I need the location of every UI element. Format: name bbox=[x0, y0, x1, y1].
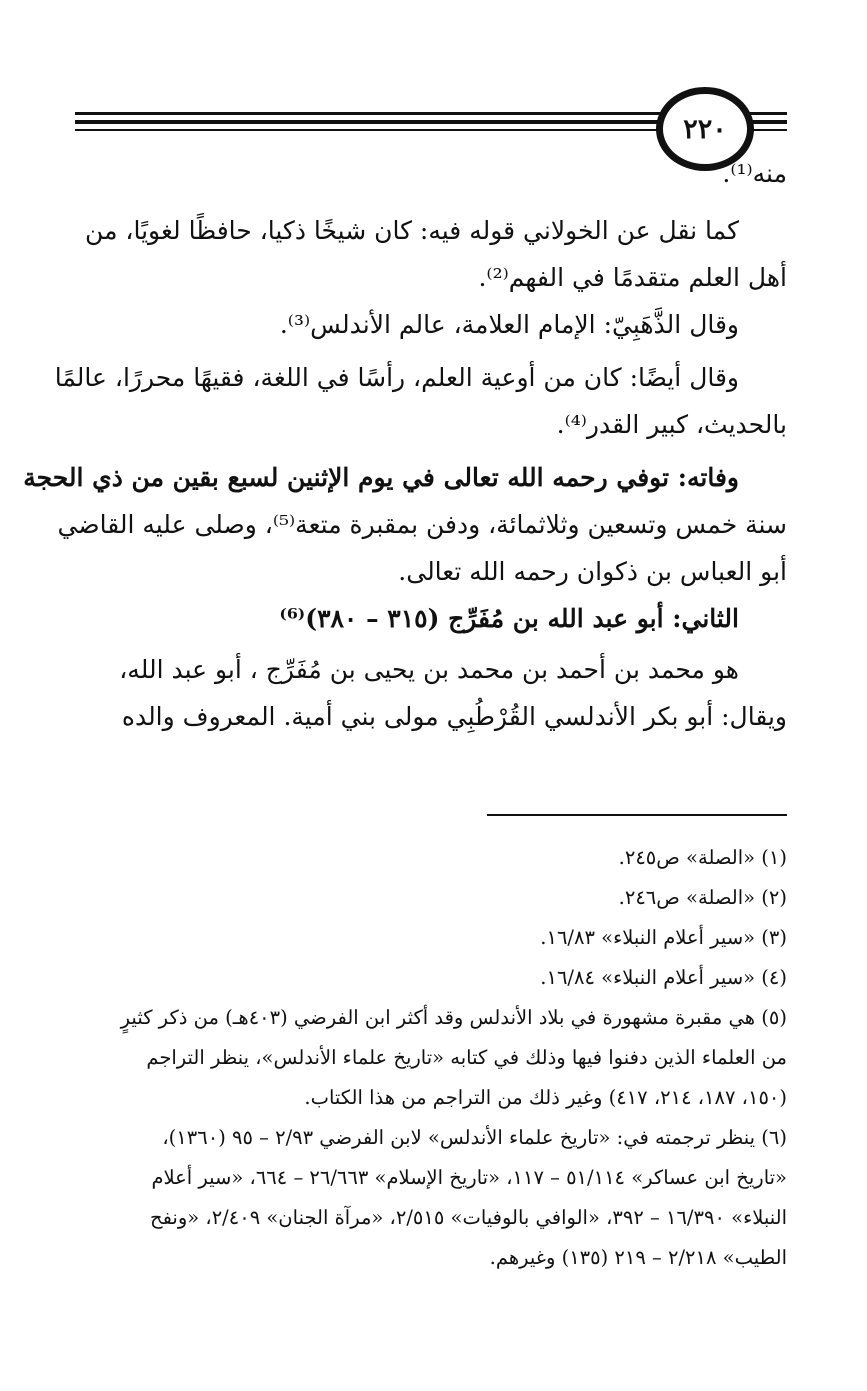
footnote-1: (١) «الصلة» ص٢٤٥. bbox=[618, 846, 787, 869]
footnote-6-line-4: الطيب» ٢/٢١٨ – ٢١٩ (١٣٥) وغيرهم. bbox=[489, 1246, 787, 1269]
body-line-4: وقال الذَّهَبِيّ: الإمام العلامة، عالم الأندلس⁽³⁾. bbox=[279, 310, 739, 339]
body-line-3: أهل العلم متقدمًا في الفهم⁽²⁾. bbox=[478, 263, 787, 292]
footnote-6-line-2: «تاريخ ابن عساكر» ٥١/١١٤ – ١١٧، «تاريخ الإسلام» ٢٦/٦٦٣ – ٦٦٤، «سير أعلام bbox=[151, 1166, 787, 1189]
footnotes bbox=[75, 838, 787, 1278]
footnote-2: (٢) «الصلة» ص٢٤٦. bbox=[618, 886, 787, 909]
footnote-6-line-1: (٦) ينظر ترجمته في: «تاريخ علماء الأندلس» لابن الفرضي ٢/٩٣ – ٩٥ (١٣٦٠)، bbox=[162, 1126, 787, 1149]
body-text bbox=[23, 150, 787, 740]
footnote-6-line-3: النبلاء» ١٦/٣٩٠ – ٣٩٢، «الوافي بالوفيات» ٢/٥١٥، «مرآة الجنان» ٢/٤٠٩، «ونفح bbox=[149, 1206, 787, 1229]
body-line-9: أبو العباس بن ذكوان رحمه الله تعالى. bbox=[398, 557, 787, 586]
footnote-separator bbox=[487, 814, 787, 816]
body-line-11: هو محمد بن أحمد بن محمد بن يحيى بن مُفَرِّج ، أبو عبد الله، bbox=[119, 655, 739, 684]
body-line-10: الثاني: أبو عبد الله بن مُفَرِّج (٣١٥ – ٣٨٠)⁽⁶⁾ bbox=[279, 604, 739, 633]
footnote-5-line-2: من العلماء الذين دفنوا فيها وذلك في كتابه «تاريخ علماء الأندلس»، ينظر التراجم bbox=[146, 1046, 787, 1069]
page-number: ٢٢٠ bbox=[656, 87, 754, 171]
body-line-5: وقال أيضًا: كان من أوعية العلم، رأسًا في اللغة، فقيهًا محررًا، عالمًا bbox=[54, 363, 739, 392]
footnote-5-line-1: (٥) هي مقبرة مشهورة في بلاد الأندلس وقد أكثر ابن الفرضي (٤٠٣هـ) من ذكر كثيرٍ bbox=[120, 1006, 787, 1029]
body-line-1: منه⁽¹⁾. bbox=[722, 159, 787, 188]
body-line-7: وفاته: توفي رحمه الله تعالى في يوم الإثنين لسبع بقين من ذي الحجة bbox=[23, 463, 739, 492]
footnote-4: (٤) «سير أعلام النبلاء» ١٦/٨٤. bbox=[540, 966, 787, 989]
body-line-8: سنة خمس وتسعين وثلاثمائة، ودفن بمقبرة متعة⁽⁵⁾، وصلى عليه القاضي bbox=[57, 510, 787, 539]
body-line-6: بالحديث، كبير القدر⁽⁴⁾. bbox=[556, 410, 787, 439]
body-line-2: كما نقل عن الخولاني قوله فيه: كان شيخًا ذكيا، حافظًا لغويًا، من bbox=[85, 216, 739, 245]
footnote-5-line-3: (١٥٠، ١٨٧، ٢١٤، ٤١٧) وغير ذلك من التراجم من هذا الكتاب. bbox=[304, 1086, 787, 1109]
body-line-12: ويقال: أبو بكر الأندلسي القُرْطُبِي مولى بني أمية. المعروف والده bbox=[121, 702, 787, 731]
footnote-3: (٣) «سير أعلام النبلاء» ١٦/٨٣. bbox=[540, 926, 787, 949]
